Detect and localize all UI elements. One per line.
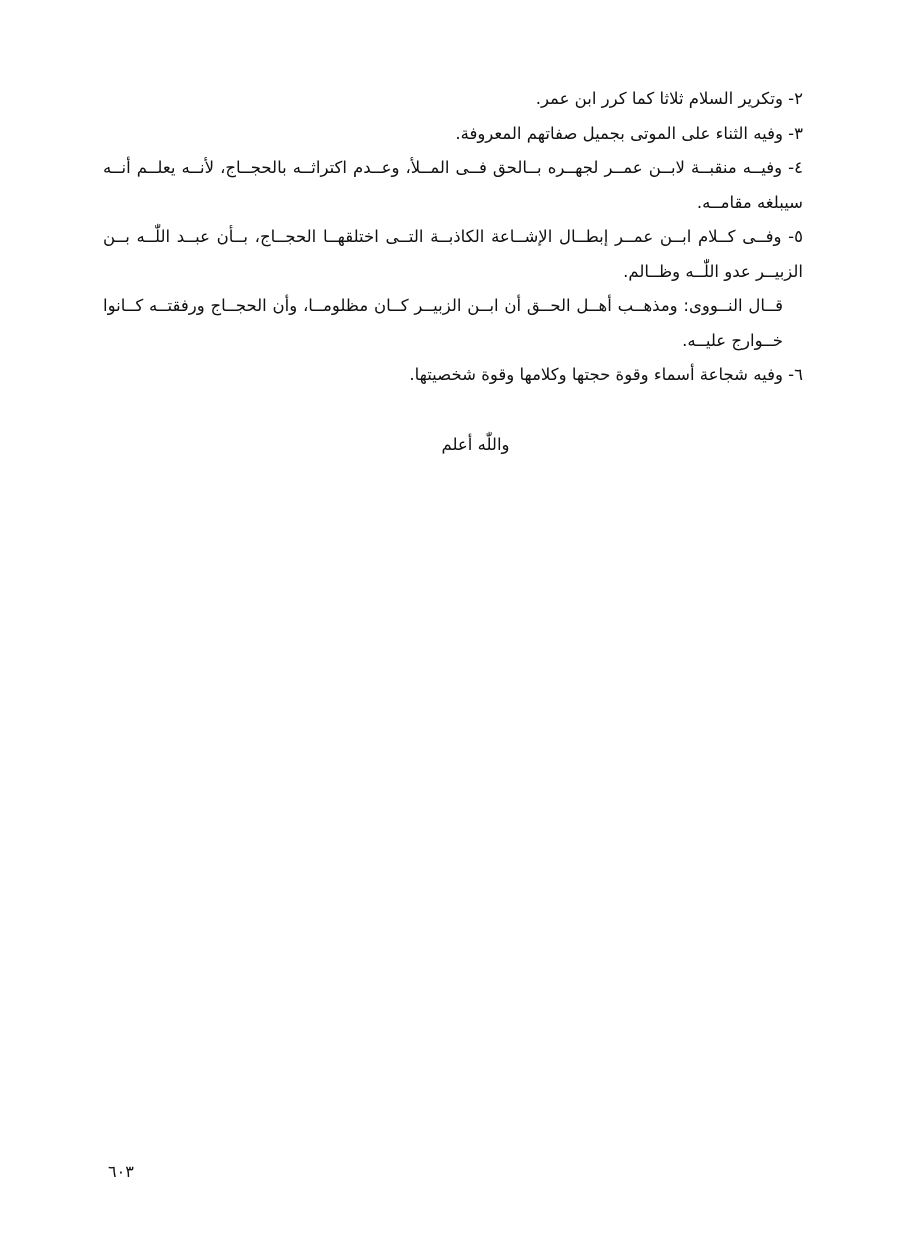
list-item-4: ٤- وفيــه منقبــة لابــن عمــر لجهــره بــالحق فــى المــلأ، وعــدم اكتراثــه بالحجــاج، لأنــه يعلــم أنــه سيبلغه مقامــه.	[103, 158, 803, 212]
list-item-5: ٥- وفــى كــلام ابــن عمــر إبطــال الإشــاعة الكاذبــة التــى اختلقهــا الحجــاج، بــأن عبــد اللّٰــه بــن الزبيــر عدو اللّٰــه وظــالم.	[103, 227, 803, 281]
list-item-2: ٢- وتكرير السلام ثلاثا كما كرر ابن عمر.	[535, 89, 803, 108]
closing-phrase: واللّٰه أعلم	[441, 435, 510, 454]
page-number: ٦٠٣	[108, 1162, 134, 1181]
nawawi-quote: قــال النــووى: ومذهــب أهــل الحــق أن ابــن الزبيــر كــان مظلومــا، وأن الحجــاج ورفقتــه كــانوا خــوارج عليــه.	[103, 296, 783, 350]
page-text	[103, 82, 803, 393]
list-item-3: ٣- وفيه الثناء على الموتى بجميل صفاتهم المعروفة.	[455, 123, 803, 143]
list-item-6: ٦- وفيه شجاعة أسماء وقوة حجتها وكلامها وقوة شخصيتها.	[409, 365, 803, 384]
closing-phrase-container	[0, 430, 911, 460]
